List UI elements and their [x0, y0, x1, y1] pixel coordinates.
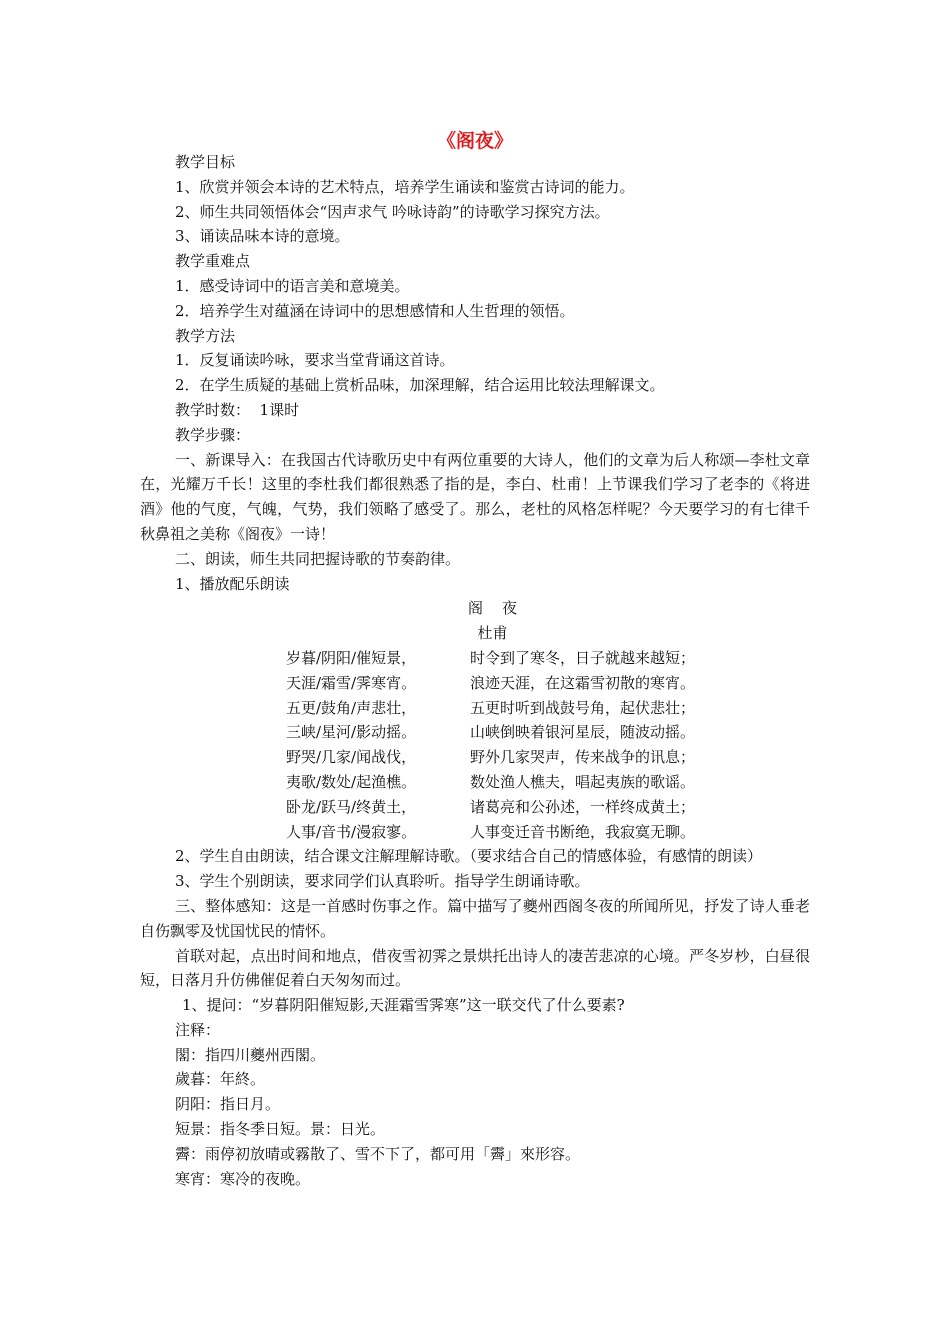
goals-heading: 教学目标: [175, 153, 236, 171]
note-item: 阴阳：指日月。: [175, 1095, 281, 1114]
teaching-hours: 教学时数： 1课时: [175, 400, 300, 419]
step-reading-sub: 1、播放配乐朗读: [175, 574, 290, 593]
poem-original: 人事/音书/漫寂寥。: [286, 822, 417, 841]
method-heading: 教学方法: [175, 326, 236, 345]
note-item: 霽：雨停初放晴或霧散了、雪不下了，都可用「霽」來形容。: [175, 1144, 581, 1163]
poem-author: 杜甫: [477, 624, 508, 643]
poem-translation: 数处渔人樵夫，唱起夷族的歌谣。: [470, 772, 696, 791]
step-reading: 二、朗读，师生共同把握诗歌的节奏韵律。: [175, 549, 461, 568]
poem-line: [140, 770, 810, 795]
difficulty-item: 2．培养学生对蕴涵在诗词中的思想感情和人生哲理的领悟。: [175, 301, 575, 320]
poem-line: [140, 720, 810, 745]
note-item: 寒宵：寒冷的夜晚。: [175, 1169, 311, 1188]
document-body: [140, 150, 810, 1191]
goal-item: 2、师生共同领悟体会“因声求气 吟咏诗韵”的诗歌学习探究方法。: [175, 202, 610, 221]
notes-heading: 注释：: [175, 1020, 221, 1039]
poem-translation: 浪迹天涯，在这霜雪初散的寒宵。: [470, 673, 696, 692]
paragraph: 首联对起，点出时间和地点，借夜雪初霁之景烘托出诗人的凄苦悲凉的心境。严冬岁杪，白昼很短，日落月升仿佛催促着白天匆匆而过。: [140, 946, 810, 990]
poem-line: [140, 745, 810, 770]
poem-original: 卧龙/跃马/终黄土，: [286, 797, 417, 816]
poem-original: 天涯/霜雪/霁寒宵。: [286, 673, 417, 692]
goal-item: 3、诵读品味本诗的意境。: [175, 227, 350, 246]
difficulty-heading: 教学重难点: [175, 252, 251, 271]
poem-original: 岁暮/阴阳/催短景，: [286, 648, 417, 667]
paragraph: 3、学生个别朗读，要求同学们认真聆听。指导学生朗诵诗歌。: [175, 872, 590, 891]
poem-line: [140, 795, 810, 820]
poem-translation: 人事变迁音书断绝，我寂寞无聊。: [470, 822, 696, 841]
poem-translation: 山峡倒映着银河星辰，随波动摇。: [470, 723, 696, 742]
poem-original: 三峡/星河/影动摇。: [286, 723, 417, 742]
note-item: 閣：指四川夔州西閣。: [175, 1045, 326, 1064]
poem-original: 夷歌/数处/起渔樵。: [286, 772, 417, 791]
step-intro: 一、新课导入：在我国古代诗歌历史中有两位重要的大诗人，他们的文章为后人称颂—李杜文章在，光耀万千长！这里的李杜我们都很熟悉了指的是，李白、杜甫！上节课我们学习了老李的《将进酒》他的气度，气魄，气势，我们领略了感受了。那么，老杜的风格怎样呢？今天要学习的有七律千秋鼻祖之美称《阁夜》一诗！: [140, 450, 810, 543]
paragraph: 2、学生自由朗读，结合课文注解理解诗歌。（要求结合自己的情感体验，有感情的朗读）: [175, 847, 763, 866]
poem-original: 五更/鼓角/声悲壮，: [286, 698, 417, 717]
poem-original: 野哭/几家/闻战伐，: [286, 748, 417, 767]
method-item: 1．反复诵读吟咏，要求当堂背诵这首诗。: [175, 351, 455, 370]
paragraph: 三、整体感知：这是一首感时伤事之作。篇中描写了夔州西阁冬夜的所闻所见，抒发了诗人垂老自伤飘零及忧国忧民的情怀。: [140, 896, 810, 940]
poem-translation: 诸葛亮和公孙述，一样终成黄土；: [470, 797, 696, 816]
poem-title: 阁 夜: [467, 599, 518, 618]
notes-section: [140, 1018, 810, 1192]
note-item: 短景：指冬季日短。景：日光。: [175, 1120, 386, 1139]
poem-line: [140, 820, 810, 845]
poem-line: [140, 671, 810, 696]
question: 1、提问：“岁暮阴阳催短影,天涯霜雪霁寒”这一联交代了什么要素?: [182, 996, 625, 1015]
poem-line: [140, 646, 810, 671]
goal-item: 1、欣赏并领会本诗的艺术特点，培养学生诵读和鉴赏古诗词的能力。: [175, 177, 635, 196]
poem-translation: 五更时听到战鼓号角，起伏悲壮；: [470, 698, 696, 717]
note-item: 歲暮：年終。: [175, 1070, 266, 1089]
poem-line: [140, 696, 810, 721]
poem-translation: 时令到了寒冬，日子就越来越短；: [470, 648, 696, 667]
document-title: 《阁夜》: [436, 130, 513, 152]
poem-translation: 野外几家哭声，传来战争的讯息；: [470, 748, 696, 767]
steps-heading: 教学步骤：: [175, 425, 251, 444]
difficulty-item: 1．感受诗词中的语言美和意境美。: [175, 276, 410, 295]
method-item: 2．在学生质疑的基础上赏析品味，加深理解，结合运用比较法理解课文。: [175, 376, 665, 395]
